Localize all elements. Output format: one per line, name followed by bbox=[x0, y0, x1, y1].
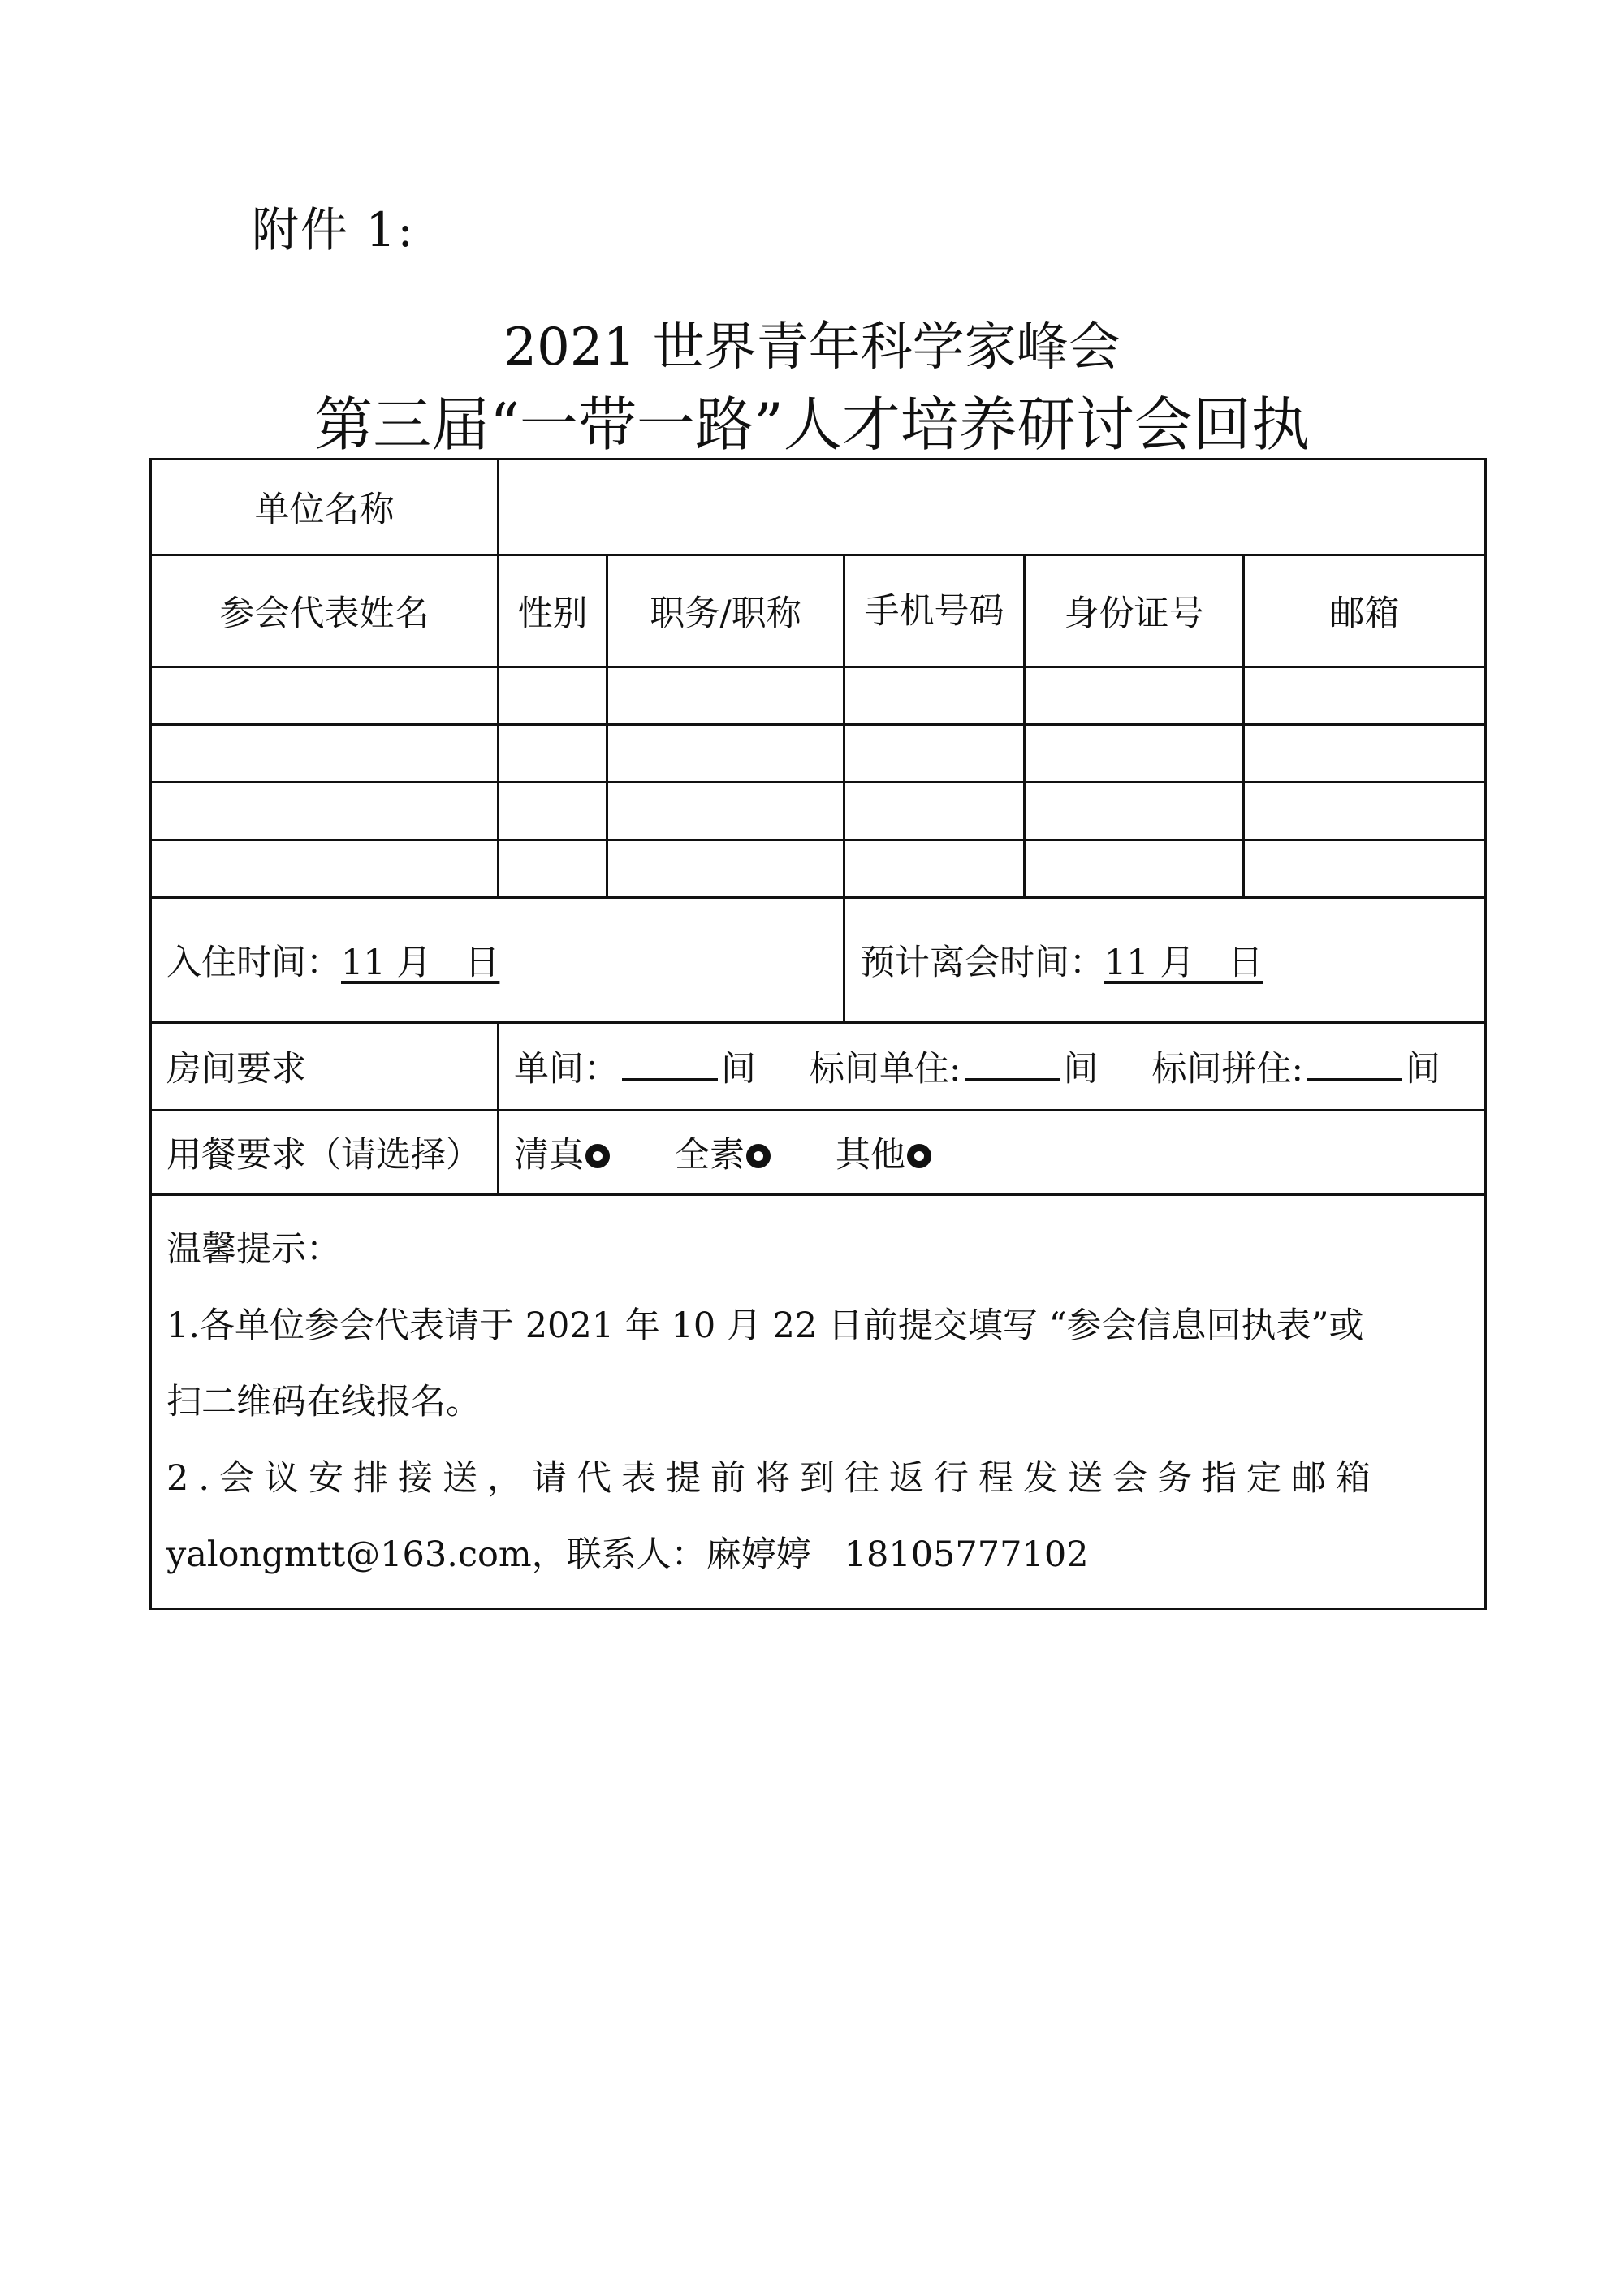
twin-single-label: 标间单住: bbox=[810, 1049, 961, 1090]
notes-row bbox=[151, 1195, 1486, 1609]
header-row bbox=[151, 555, 1486, 667]
document-subtitle: 第三届“一带一路”人才培养研讨会回执 bbox=[314, 391, 1310, 459]
checkout-value[interactable]: 11 月 日 bbox=[1104, 943, 1263, 983]
twin-shared-count[interactable] bbox=[1307, 1046, 1402, 1081]
twin-single-unit: 间 bbox=[1063, 1049, 1099, 1090]
single-room-count[interactable] bbox=[622, 1046, 718, 1081]
cell-gender[interactable] bbox=[499, 840, 607, 898]
checkin-value[interactable]: 11 月 日 bbox=[341, 943, 500, 983]
meal-label: 用餐要求（请选择） bbox=[151, 1111, 499, 1195]
cell-phone[interactable] bbox=[844, 840, 1025, 898]
radio-icon[interactable] bbox=[746, 1144, 771, 1168]
notes-cell bbox=[151, 1195, 1486, 1609]
cell-phone[interactable] bbox=[844, 725, 1025, 783]
cell-name[interactable] bbox=[151, 725, 499, 783]
document-title: 2021 世界青年科学家峰会 bbox=[503, 317, 1121, 378]
room-label: 房间要求 bbox=[151, 1023, 499, 1111]
dates-row bbox=[151, 898, 1486, 1023]
cell-id[interactable] bbox=[1025, 667, 1244, 725]
registration-form bbox=[149, 458, 1487, 1610]
cell-email[interactable] bbox=[1244, 725, 1486, 783]
meal-option-halal[interactable]: 清真 bbox=[514, 1135, 610, 1176]
radio-icon[interactable] bbox=[907, 1144, 931, 1168]
meal-options bbox=[499, 1111, 1486, 1195]
notes-line-2: 扫二维码在线报名。 bbox=[166, 1381, 481, 1422]
org-name-label: 单位名称 bbox=[151, 460, 499, 555]
cell-gender[interactable] bbox=[499, 783, 607, 840]
col-header-email: 邮箱 bbox=[1244, 555, 1486, 667]
cell-name[interactable] bbox=[151, 667, 499, 725]
checkout-label: 预计离会时间： bbox=[860, 943, 1104, 983]
notes-heading: 温馨提示： bbox=[166, 1228, 341, 1270]
cell-id[interactable] bbox=[1025, 840, 1244, 898]
notes-line-1: 1.各单位参会代表请于 2021 年 10 月 22 日前提交填写 “参会信息回执表”或 bbox=[166, 1305, 1364, 1346]
cell-phone[interactable] bbox=[844, 667, 1025, 725]
table-row bbox=[151, 840, 1486, 898]
cell-phone[interactable] bbox=[844, 783, 1025, 840]
room-options bbox=[499, 1023, 1486, 1111]
twin-shared-unit: 间 bbox=[1406, 1049, 1440, 1090]
room-row bbox=[151, 1023, 1486, 1111]
col-header-phone: 手机号码 bbox=[844, 555, 1025, 667]
cell-name[interactable] bbox=[151, 840, 499, 898]
notes-line-4: yalongmtt@163.com，联系人：麻婷婷 18105777102 bbox=[166, 1534, 1089, 1575]
single-room-label: 单间： bbox=[514, 1049, 619, 1090]
col-header-id: 身份证号 bbox=[1025, 555, 1244, 667]
col-header-gender: 性别 bbox=[499, 555, 607, 667]
cell-id[interactable] bbox=[1025, 725, 1244, 783]
radio-icon[interactable] bbox=[585, 1144, 610, 1168]
notes-line-3: 2.会议安排接送，请代表提前将到往返行程发送会务指定邮箱 bbox=[166, 1457, 1381, 1499]
org-name-field[interactable] bbox=[499, 460, 1486, 555]
cell-title[interactable] bbox=[607, 840, 844, 898]
meal-option-other[interactable]: 其他 bbox=[836, 1135, 931, 1176]
table-row bbox=[151, 725, 1486, 783]
twin-shared-label: 标间拼住: bbox=[1151, 1049, 1303, 1090]
meal-option-vegan[interactable]: 全素 bbox=[675, 1135, 771, 1176]
col-header-title: 职务/职称 bbox=[607, 555, 844, 667]
single-room-unit: 间 bbox=[721, 1049, 756, 1090]
cell-email[interactable] bbox=[1244, 783, 1486, 840]
cell-gender[interactable] bbox=[499, 725, 607, 783]
cell-name[interactable] bbox=[151, 783, 499, 840]
cell-id[interactable] bbox=[1025, 783, 1244, 840]
checkin-label: 入住时间： bbox=[166, 943, 341, 983]
checkin-cell[interactable] bbox=[151, 898, 844, 1023]
twin-single-count[interactable] bbox=[965, 1046, 1060, 1081]
cell-title[interactable] bbox=[607, 783, 844, 840]
org-name-row bbox=[151, 460, 1486, 555]
cell-email[interactable] bbox=[1244, 840, 1486, 898]
meal-row bbox=[151, 1111, 1486, 1195]
cell-title[interactable] bbox=[607, 667, 844, 725]
checkout-cell[interactable] bbox=[844, 898, 1486, 1023]
attachment-label: 附件 1: bbox=[252, 202, 415, 257]
col-header-name: 参会代表姓名 bbox=[151, 555, 499, 667]
cell-email[interactable] bbox=[1244, 667, 1486, 725]
cell-gender[interactable] bbox=[499, 667, 607, 725]
cell-title[interactable] bbox=[607, 725, 844, 783]
table-row bbox=[151, 783, 1486, 840]
table-row bbox=[151, 667, 1486, 725]
